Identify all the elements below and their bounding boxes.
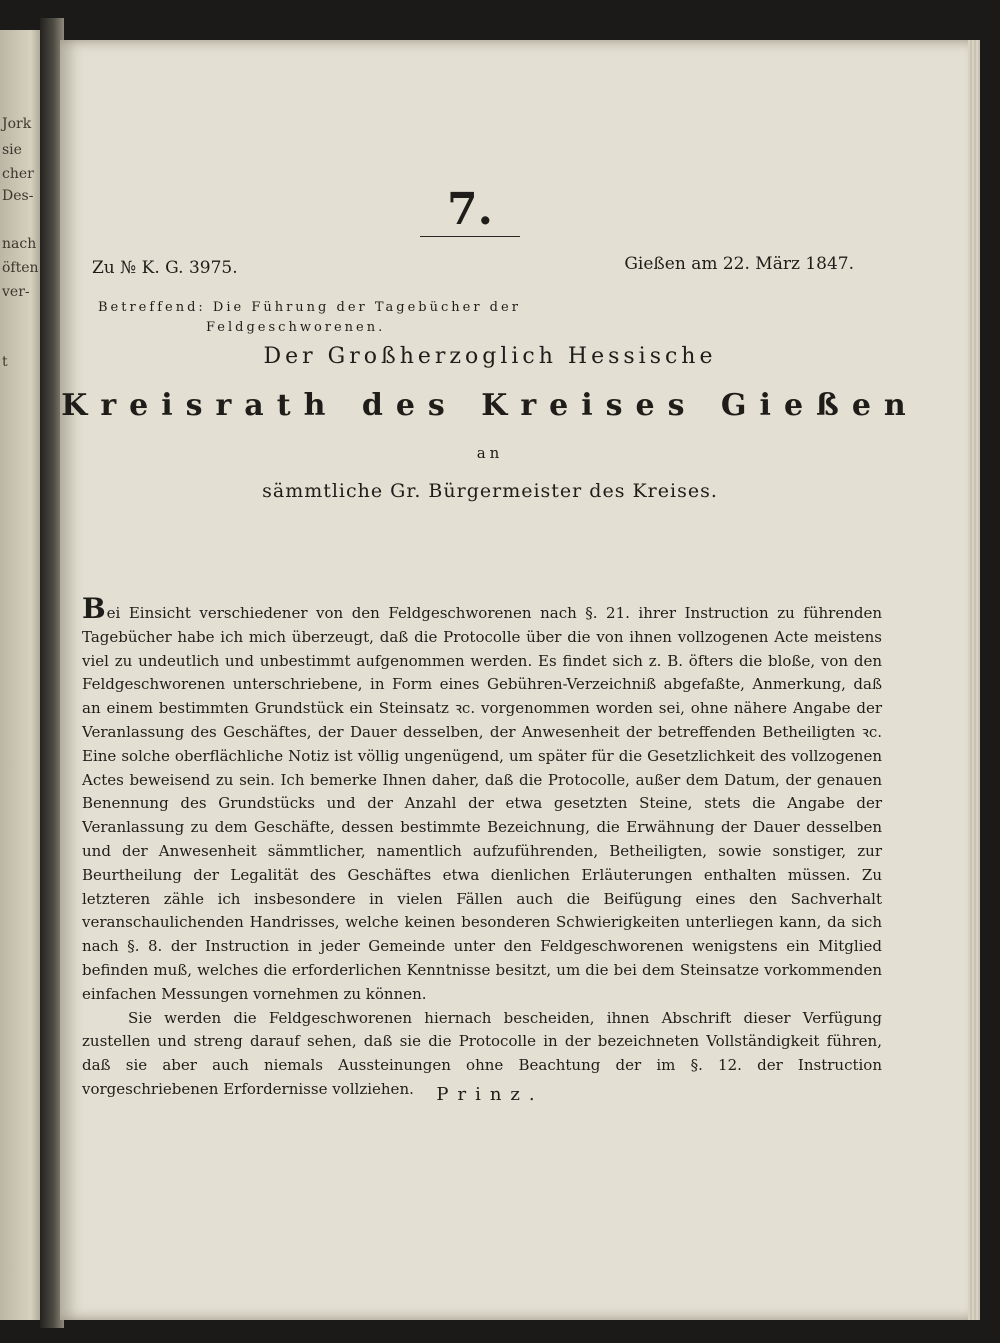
left-page-fragment: sie: [2, 142, 22, 158]
left-page-fragment: Des-: [2, 188, 34, 204]
subject-label: Betreffend:: [98, 300, 206, 315]
left-page-fragment: t: [2, 354, 8, 370]
body-text: [82, 592, 882, 1102]
reference-number: Zu № K. G. 3975.: [92, 258, 238, 278]
body-paragraph-2: Sie werden die Feldgeschworenen hiernach bescheiden, ihnen Abschrift dieser Verfügung zustellen und streng darauf sehen, daß sie die Protocolle in der bezeichneten Vollständigkeit führen, daß sie aber auch niemals Aussteinungen ohne Beachtung der im §. 12. der Instruction vorgeschriebenen Erfordernisse vollziehen.: [82, 1008, 882, 1098]
left-page-fragment: ver-: [2, 284, 30, 300]
heading-line-4: sämmtliche Gr. Bürgermeister des Kreises.: [262, 480, 718, 502]
subject-text: Die Führung der Tagebücher der: [212, 300, 521, 315]
number-rule: [420, 236, 520, 237]
heading-line-2: Kreisrath des Kreises Gießen: [61, 388, 919, 423]
left-page-fragment: Jork: [2, 116, 32, 132]
left-page-fragment: nach: [2, 236, 37, 252]
subject-line: [98, 298, 528, 338]
signature: Prinz.: [436, 1084, 544, 1105]
left-page-fragment: öften: [2, 260, 39, 276]
heading-line-1: Der Großherzoglich Hessische: [263, 344, 717, 369]
left-page-fragment: cher: [2, 166, 34, 182]
initial-letter: B: [82, 592, 106, 625]
heading-line-3: an: [476, 444, 504, 462]
page-edge: [968, 40, 980, 1320]
body-paragraph-1-text: ei Einsicht verschiedener von den Feldgeschworenen nach §. 21. ihrer Instruction zu führenden Tagebücher habe ich mich überzeugt, daß die Protocolle über die von ihnen vollzogenen Acte meistens viel zu undeutlich und unbestimmt aufgenommen werden. Es findet sich z. B. öfters die bloße, von den Feldgeschworenen unterschriebene, in Form eines Gebühren-Verzeichniß abgefaßte, Anmerkung, daß an einem bestimmten Grundstück ein Steinsatz ꝛc. vorgenommen worden sei, ohne nähere Angabe der Veranlassung des Geschäftes, der Dauer desselben, der Anwesenheit der betreffenden Betheiligten ꝛc. Eine solche oberflächliche Notiz ist völlig ungenügend, um später für die Gesetzlichkeit des vollzogenen Actes beweisend zu sein. Ich bemerke Ihnen daher, daß die Protocolle, außer dem Datum, der genauen Benennung des Grundstücks und der Anzahl der etwa gesetzten Steine, stets die Angabe der Veranlassung zu dem Geschäfte, dessen bestimmte Bezeichnung, die Erwähnung der Dauer desselben und der Anwesenheit sämmtlicher, namentlich aufzuführenden, Betheiligten, sowie sonstiger, zur Beurtheilung der Legalität des Geschäftes etwa dienlichen Erläuterungen enthalten müssen. Zu letzteren zähle ich insbesondere in vielen Fällen auch die Beifügung eines den Sachverhalt veranschaulichenden Handrisses, welche keinen besonderen Schwierigkeiten unterliegen kann, da sich nach §. 8. der Instruction in jeder Gemeinde unter den Feldgeschworenen wenigstens ein Mitglied befinden muß, welches die erforderlichen Kenntnisse besitzt, um die bei dem Steinsatze vorkommenden einfachen Messungen vornehmen zu können.: [82, 604, 882, 1003]
document-number: 7.: [447, 184, 493, 235]
subject-text-continued: Feldgeschworenen.: [206, 320, 386, 335]
body-paragraph-1: [82, 592, 882, 1007]
document-page: [60, 40, 980, 1320]
left-page-edge: [0, 30, 44, 1320]
document-number-block: [420, 184, 520, 235]
dateline: Gießen am 22. März 1847.: [624, 254, 854, 274]
